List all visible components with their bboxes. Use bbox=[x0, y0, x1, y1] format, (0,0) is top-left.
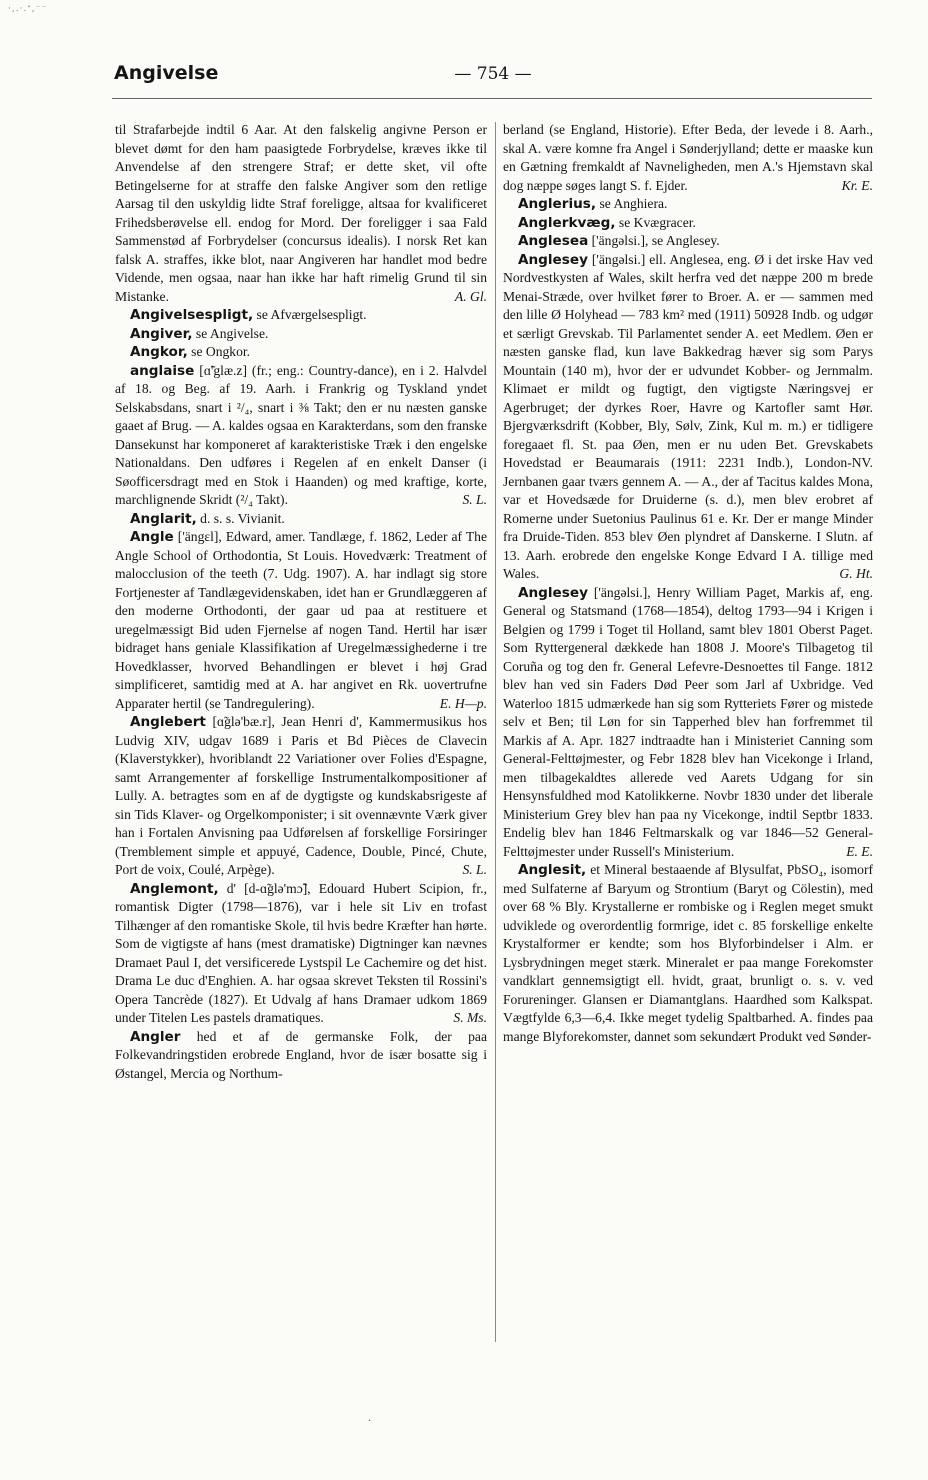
entry-text: ['ängəlsi.], Henry William Paget, Markis af, eng. General og Statsmand (1768—1854), deltog 1793—94 i Krigen i Belgien og 1799 i Toget til Holland, samt blev 1801 Oberst Paget. Som Ryttergeneral dækkede han 1808 J. Moore's Tilbagetog til Coruña og tog den fr. General Lefevre-Desnoettes til Fange. 1812 blev han ved sin Faders Død Peer som Jarl af Uxbridge. Ved Waterloo 1815 udmærkede han sig som Rytteriets Fører og mistede selv et Ben; til Løn for sin Tapperhed blev han forfremmet til Markis af A. Apr. 1827 indtraadte han i Ministeriet Canning som General-Felttøjmester, og Febr 1828 blev han Vicekonge i Irland, men tilbagekaldtes allerede ved Aarets Udgang for sin Hensynsfuldhed mod Katolikkerne. Novbr 1830 under det liberale Ministerium Grey blev han paa ny Vicekonge, indtil Septbr 1833. Endelig blev han 1846 Feltmarskalk og var 1846—52 General-Felttøjmester under Russell's Ministerium. bbox=[503, 584, 873, 859]
entry-headword: Anglebert bbox=[129, 714, 206, 730]
entry-text: se Angivelse. bbox=[195, 325, 269, 341]
entry-text: d' [d-ɑ̃glə'mɔ̃], Edouard Hubert Scipion, fr., romantisk Digter (1798—1876), var i hele sit Liv en trofast Tilhænger af den romantiske Skole, til hvis bedre Kræfter han hørte. Som de vigtigste af hans (mest dramatiske) Digtninger kan nævnes Dramaet Paul I, det versificerede Lystspil Le Cachemire og det hist. Drama Le duc d'Enghien. A. har ogsaa skrevet Teksten til Rossini's Opera Tancrède (1827). Et Udvalg af hans Dramaer udkom 1869 under Titelen Les pastels dramatiques. bbox=[115, 880, 487, 1025]
left-column bbox=[115, 121, 487, 1083]
entry-headword: Angivelsespligt, bbox=[129, 307, 254, 323]
entry-text: [ɑ̃'glæ.z] (fr.; eng.: Country-dance), en i 2. Halvdel af 18. og Beg. af 19. Aarh. i Frankrig og Tyskland yndet Selskabsdans, snart i ²/₄, snart i ⅜ Takt; den er nu næsten ganske gaaet af Brug. — A. kaldes ogsaa en Karakterdans, som den franske Dansekunst har komponeret af karakteristiske Træk i den engelske Nationaldans. Den udføres i Regelen af en enkelt Danser (i Søofficersdragt med en Stok i Haanden) og med kraftige, korte, marchlignende Skridt (²/₄ Takt). bbox=[115, 362, 487, 507]
entry-headword: Anglemont, bbox=[129, 880, 219, 897]
author-signature: E. E. bbox=[846, 843, 873, 859]
dictionary-entry bbox=[115, 880, 487, 1028]
entry-headword: Anglesey bbox=[517, 251, 588, 268]
dictionary-entry bbox=[503, 584, 873, 862]
dictionary-entry bbox=[115, 713, 487, 880]
column-divider bbox=[495, 122, 496, 1342]
entry-headword: Anglarit, bbox=[129, 510, 197, 527]
entry-text: et Mineral bestaaende af Blysulfat, PbSO₄, isomorf med Sulfaterne af Baryum og Strontium (Baryt og Cölestin), med over 68 % Bly. Krystallerne er rombiske og i Reglen meget smukt udviklede og overordentlig formrige, idet c. 85 forskellige enkelte Krystalformer er kendte; som hos Blyforbindelser i Alm. er Lysbrydningen meget stærk. Mineralet er paa mange Forekomster vandklart gennemsigtigt ell. hvidt, graat, brunligt o. s. v. ved Forureninger. Glansen er Diamantglans. Haardhed som Kalkspat. Vægtfylde 6,3—6,4. Ikke meget tydelig Spaltbarhed. A. findes paa mange Blyforekomster, dannet som sekundært Produkt ved Sønder- bbox=[503, 862, 873, 1044]
dictionary-entry bbox=[115, 528, 487, 713]
entry-text: berland (se England, Historie). Efter Beda, der levede i 8. Aarh., skal A. være komne fra Angel i Sønderjylland; dette er maaske kun en Gætning fremkaldt af Navneligheden, men A.'s Hjemstavn skal dog næppe søges langt S. f. Ejder. bbox=[503, 122, 873, 193]
entry-text: [ɑ̃glə'bæ.r], Jean Henri d', Kammermusikus hos Ludvig XIV, udgav 1689 i Paris et Bd Pièces de Clavecin (Klaverstykker), hvoriblandt 22 Variationer over Folies d'Espagne, samt Arrangementer af forskellige Instrumentalkompositioner af Lully. A. betragtes som en af de dygtigste og kundskabsrigeste af sin Tids Klaver- og Orgelkomponister; i sit ovennævnte Værk giver han i Fortalen Anvisning paa Udførelsen af forskellige Forsiringer (Tremblement simple et appuyé, Cadence, Double, Pincé, Chute, Port de voix, Coulé, Arpège). bbox=[115, 714, 487, 877]
author-signature: Kr. E. bbox=[841, 177, 873, 193]
entry-text: til Strafarbejde indtil 6 Aar. At den falskelig angivne Person er blevet dømt for den ham paasigtede Forbrydelse, kræves ikke til Anvendelse af den strengere Straf; er dette sket, vil ofte Betingelserne for at straffe den falske Angiver som den retlige Aarsag til den uskyldig lidte Straf foreligge, altsaa for kvalificeret Frihedsberøvelse ell. endog for Mord. Der foreligger i saa Fald Sammenstød af Forbrydelser (concursus idealis). I norsk Ret kan falsk A. straffes, ikke blot, naar Angiveren har handlet mod bedre Vidende, men ogsaa, naar han ikke har haft rimelig Grund til sin Mistanke. bbox=[115, 122, 487, 304]
page-header bbox=[114, 62, 872, 96]
dictionary-entry bbox=[115, 121, 487, 306]
dictionary-entry bbox=[115, 325, 487, 344]
author-signature: S. L. bbox=[462, 492, 487, 507]
entry-text: ['ängɛl], Edward, amer. Tandlæge, f. 1862, Leder af The Angle School of Orthodontia, St Louis. Hovedværk: Treatment of malocclusion of the teeth (7. Udg. 1907). A. har indlagt sig store Fortjenester af Tandlægevidenskaben, idet han er Grundlæggeren af den moderne Orthodonti, der gaar ud paa at restituere et uregelmæssigt Bid uden Fjernelse af nogen Tand. Hertil har især bidraget hans geniale Klassifikation af Uregelmæssighederne i tre Hovedklasser, hvorved Behandlingen er blevet i høj Grad simplificeret, samtidig med at A. har angivet en Rk. uovertrufne Apparater hertil (se Tandregulering). bbox=[115, 529, 487, 711]
dictionary-entry bbox=[115, 510, 487, 529]
dictionary-entry bbox=[115, 306, 487, 325]
entry-headword: Anglerius, bbox=[517, 196, 597, 212]
running-title: Angivelse bbox=[114, 62, 219, 84]
entry-text: hed et af de germanske Folk, der paa Folkevandringstiden erobrede England, hvor de især bosatte sig i Østangel, Mercia og Northum- bbox=[115, 1028, 487, 1081]
author-signature: G. Ht. bbox=[839, 566, 873, 581]
entry-headword: Anglesea bbox=[517, 233, 589, 249]
author-signature: S. Ms. bbox=[453, 1010, 487, 1025]
right-column bbox=[503, 121, 873, 1046]
entry-headword: Anglesey bbox=[517, 584, 588, 601]
entry-headword: Anglerkvæg, bbox=[517, 214, 616, 231]
dictionary-entry bbox=[503, 121, 873, 195]
author-signature: E. H—p. bbox=[439, 695, 487, 711]
scan-artifact: ·,.·.ᐩ,⁻⁻ bbox=[8, 4, 48, 14]
author-signature: S. L. bbox=[462, 862, 487, 877]
entry-headword: Anglesit, bbox=[517, 862, 587, 878]
entry-headword: Angkor, bbox=[129, 344, 188, 360]
dictionary-entry bbox=[115, 343, 487, 362]
entry-text: se Anghiera. bbox=[599, 196, 668, 211]
entry-text: ['ängəlsi.], se Anglesey. bbox=[591, 233, 720, 248]
dictionary-entry bbox=[503, 232, 873, 251]
entry-text: se Ongkor. bbox=[191, 344, 251, 359]
dictionary-entry bbox=[115, 1028, 487, 1084]
header-rule bbox=[112, 98, 872, 99]
dictionary-entry bbox=[115, 362, 487, 510]
entry-text: se Kvægracer. bbox=[618, 214, 696, 230]
entry-text: d. s. s. Vivianit. bbox=[200, 510, 285, 526]
entry-text: ['ängəlsi.] ell. Anglesea, eng. Ø i det irske Hav ved Nordvestkysten af Wales, skilt herfra ved det næppe 200 m brede Menai-Stræde, over hvilket fører to Broer. A. er — sammen med den lille Ø Holyhead — 783 km² med (1911) 50928 Indb. og udgør et særligt Grevskab. Til Parlamentet sender A. eet Medlem. Øen er næsten ganske flad, kun lave Bakkedrag hæver sig som Parys Mountain (140 m), hvor der er udvundet Kobber- og Jernmalm. Klimaet er mildt og fugtigt, den vigtigste Næringsvej er Agerbruget; der dyrkes Roer, Havre og Kartofler samt Hør. Bjergværksdrift (Kobber, Bly, Sølv, Zink, Kul m. m.) er tidligere foregaaet fl. St. paa Øen, men er nu uden Bet. Grevskabets Hovedstad er Beaumarais (1911: 2231 Indb.), London-NV. Jernbanen gaar tværs gennem A. — A., der af Tacitus kaldes Mona, var et Hovedsæde for Druiderne (s. d.), men blev erobret af Romerne under Suetonius Paulinus 61 e. Kr. Der er mange Minder fra Druide-Tiden. 853 blev Øen plyndret af Danskerne. I Slutn. af 13. Aarh. erobrede den engelske Konge Edvard I A. tillige med Wales. bbox=[503, 251, 873, 581]
dictionary-entry bbox=[503, 214, 873, 233]
footer-mark: · bbox=[368, 1416, 372, 1427]
entry-text: se Afværgelsespligt. bbox=[256, 307, 367, 322]
entry-headword: anglaise bbox=[129, 362, 195, 379]
entry-headword: Angle bbox=[129, 529, 174, 545]
entry-headword: Angler bbox=[129, 1028, 181, 1045]
dictionary-entry bbox=[503, 251, 873, 584]
dictionary-entry bbox=[503, 861, 873, 1046]
page-number: — 754 — bbox=[454, 64, 532, 84]
entry-headword: Angiver, bbox=[129, 325, 193, 342]
dictionary-entry bbox=[503, 195, 873, 214]
author-signature: A. Gl. bbox=[454, 288, 487, 304]
